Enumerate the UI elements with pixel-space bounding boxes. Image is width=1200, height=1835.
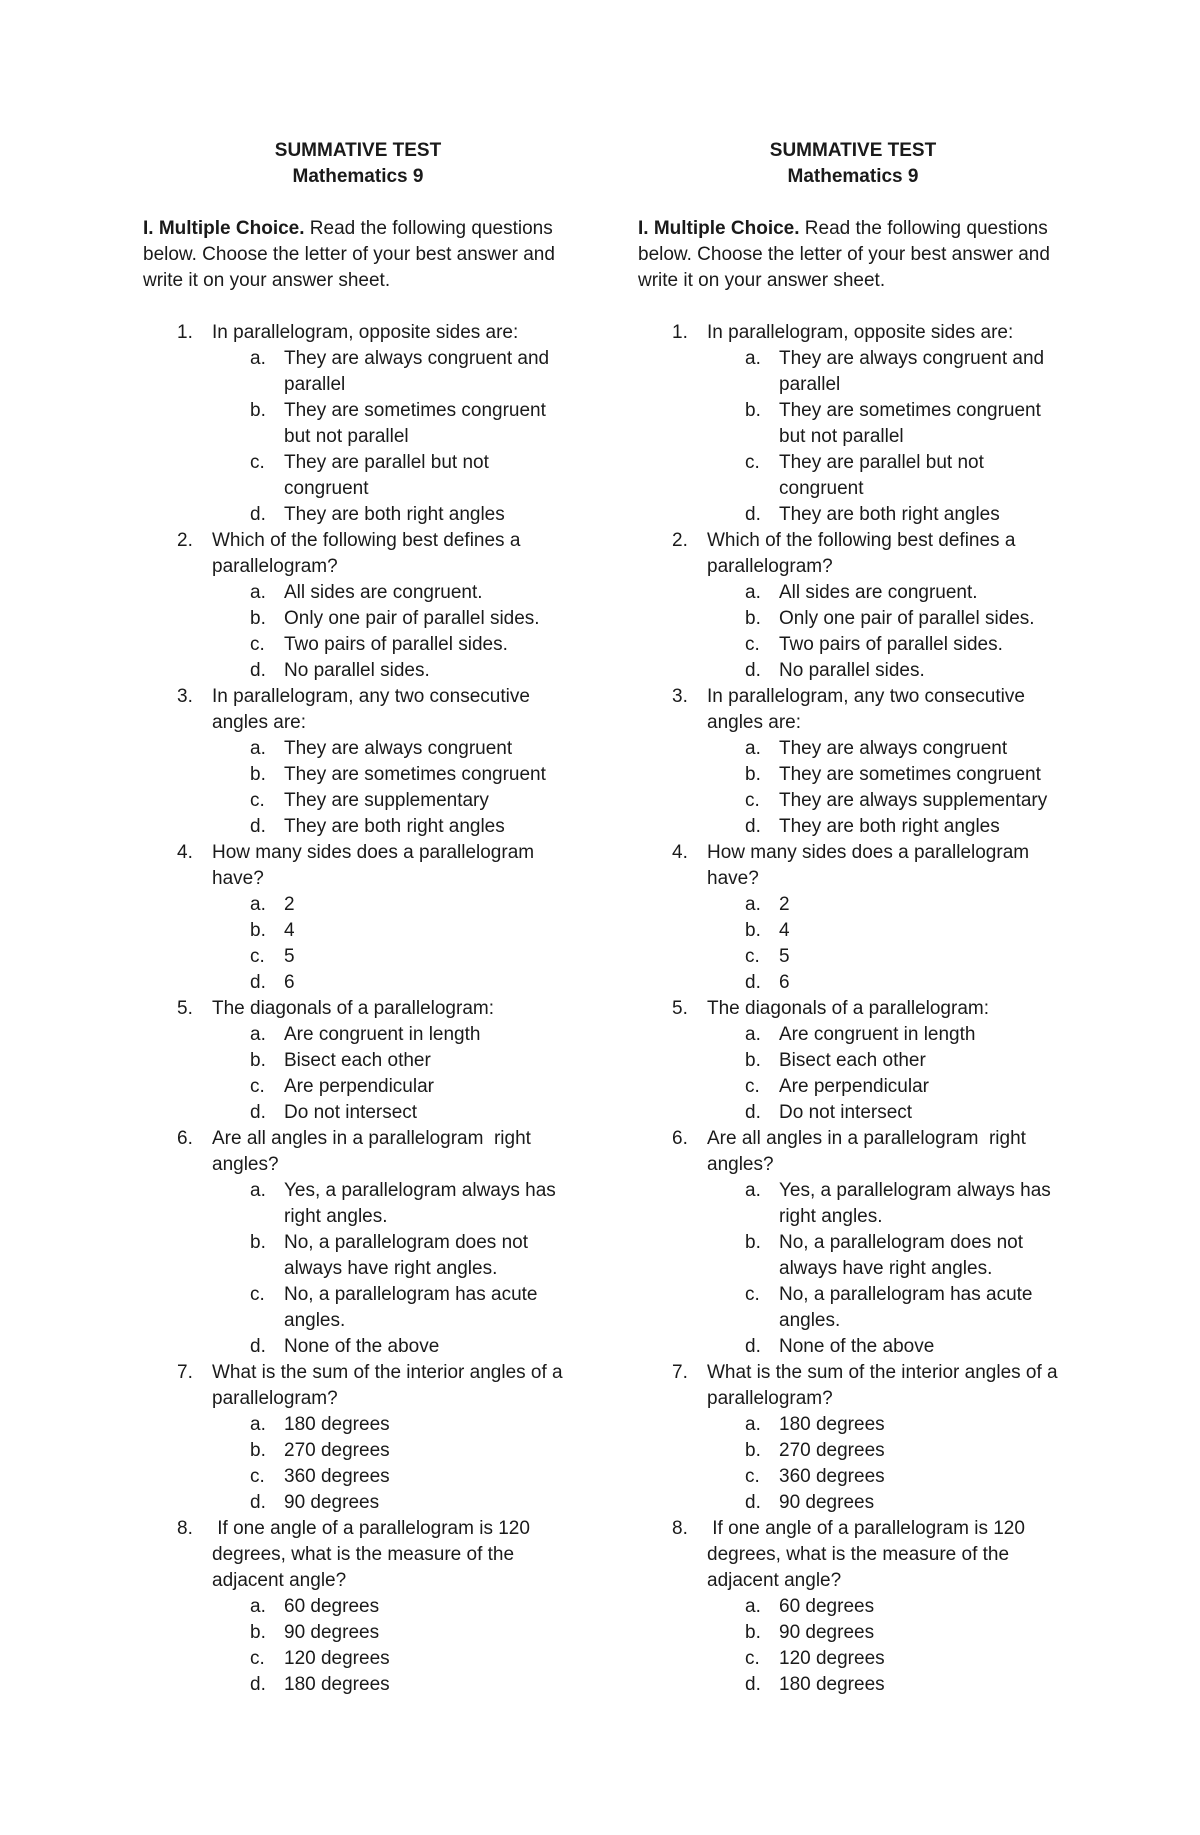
choice-letter: d. [745, 504, 761, 525]
choice-option [212, 944, 573, 970]
question-number: 7. [672, 1362, 688, 1383]
choice-text: They are both right angles [779, 816, 1000, 837]
choice-text: They are always congruent [284, 738, 513, 759]
choice-letter: d. [250, 1674, 266, 1695]
choice-letter: d. [250, 504, 266, 525]
choice-list [212, 1594, 573, 1698]
question-text: Which of the following best defines a parallelogram? [707, 530, 1021, 577]
question-8 [638, 1516, 1068, 1698]
question-text: In parallelogram, any two consecutive angles are: [707, 686, 1031, 733]
question-1 [638, 320, 1068, 528]
question-number: 4. [177, 842, 193, 863]
question-number: 4. [672, 842, 688, 863]
choice-option [707, 398, 1068, 450]
choice-text: None of the above [284, 1336, 440, 1357]
choice-text: Are congruent in length [779, 1024, 976, 1045]
choice-letter: a. [250, 582, 266, 603]
choice-text: No, a parallelogram does not always have right angles. [284, 1232, 528, 1279]
choice-letter: c. [250, 1648, 265, 1669]
choice-letter: a. [745, 582, 761, 603]
question-text: Are all angles in a parallelogram right angles? [212, 1128, 537, 1175]
choice-option [707, 762, 1068, 788]
choice-list [707, 1412, 1068, 1516]
instructions-heading: I. Multiple Choice. [638, 218, 800, 239]
question-text: In parallelogram, opposite sides are: [707, 322, 1014, 343]
choice-option [707, 658, 1068, 684]
choice-text: Are congruent in length [284, 1024, 481, 1045]
choice-option [707, 970, 1068, 996]
question-2 [143, 528, 573, 684]
question-number: 8. [672, 1518, 688, 1539]
choice-letter: d. [745, 1674, 761, 1695]
test-column-right [638, 138, 1068, 1698]
choice-option [212, 1048, 573, 1074]
choice-text: 90 degrees [779, 1492, 875, 1513]
question-4 [638, 840, 1068, 996]
choice-letter: d. [745, 816, 761, 837]
question-text: What is the sum of the interior angles of a parallelogram? [707, 1362, 1063, 1409]
choice-text: Do not intersect [779, 1102, 913, 1123]
question-text: Are all angles in a parallelogram right angles? [707, 1128, 1032, 1175]
choice-letter: d. [250, 1492, 266, 1513]
choice-text: No, a parallelogram has acute angles. [284, 1284, 538, 1331]
question-number: 2. [177, 530, 193, 551]
choice-letter: c. [250, 946, 265, 967]
choice-letter: d. [250, 660, 266, 681]
choice-letter: b. [745, 764, 761, 785]
question-number: 1. [177, 322, 193, 343]
choice-option [212, 398, 573, 450]
choice-letter: d. [745, 1336, 761, 1357]
choice-text: 120 degrees [779, 1648, 885, 1669]
choice-text: 180 degrees [779, 1414, 885, 1435]
choice-text: They are sometimes congruent but not parallel [779, 400, 1041, 447]
choice-list [707, 1022, 1068, 1126]
question-text: The diagonals of a parallelogram: [707, 998, 990, 1019]
choice-letter: b. [250, 1232, 266, 1253]
choice-text: Are perpendicular [284, 1076, 434, 1097]
choice-option [212, 632, 573, 658]
question-6 [143, 1126, 573, 1360]
choice-letter: d. [250, 972, 266, 993]
choice-option [212, 1074, 573, 1100]
choice-letter: c. [250, 452, 265, 473]
choice-letter: c. [745, 1076, 760, 1097]
choice-letter: b. [250, 920, 266, 941]
choice-letter: b. [745, 1232, 761, 1253]
choice-option [707, 632, 1068, 658]
choice-list [212, 1022, 573, 1126]
choice-text: 270 degrees [779, 1440, 885, 1461]
choice-option [707, 1282, 1068, 1334]
choice-text: 4 [284, 920, 295, 941]
choice-option [212, 814, 573, 840]
choice-letter: d. [250, 1336, 266, 1357]
choice-option [212, 346, 573, 398]
question-7 [638, 1360, 1068, 1516]
choice-option [707, 580, 1068, 606]
choice-text: 60 degrees [284, 1596, 380, 1617]
choice-option [707, 1646, 1068, 1672]
question-7 [143, 1360, 573, 1516]
choice-text: 60 degrees [779, 1596, 875, 1617]
choice-option [212, 658, 573, 684]
choice-letter: b. [745, 1440, 761, 1461]
choice-text: Do not intersect [284, 1102, 418, 1123]
choice-option [707, 606, 1068, 632]
choice-letter: a. [745, 894, 761, 915]
question-3 [143, 684, 573, 840]
choice-list [212, 1412, 573, 1516]
choice-letter: b. [250, 400, 266, 421]
choice-letter: b. [250, 1050, 266, 1071]
question-number: 8. [177, 1518, 193, 1539]
instructions [143, 216, 573, 294]
choice-option [212, 1412, 573, 1438]
choice-list [707, 892, 1068, 996]
choice-list [707, 346, 1068, 528]
test-column-left [143, 138, 573, 1698]
choice-option [212, 762, 573, 788]
choice-text: No parallel sides. [779, 660, 925, 681]
choice-letter: a. [250, 738, 266, 759]
question-text: If one angle of a parallelogram is 120 degrees, what is the measure of the adjacent angle? [707, 1518, 1031, 1591]
instructions-text: Read the following questions below. Choose the letter of your best answer and write it on your answer sheet. [143, 218, 555, 291]
question-5 [143, 996, 573, 1126]
choice-text: They are sometimes congruent but not parallel [284, 400, 546, 447]
question-5 [638, 996, 1068, 1126]
choice-text: 90 degrees [284, 1492, 380, 1513]
choice-letter: c. [250, 790, 265, 811]
choice-text: Are perpendicular [779, 1076, 929, 1097]
choice-text: Two pairs of parallel sides. [779, 634, 1003, 655]
question-number: 1. [672, 322, 688, 343]
choice-text: 2 [779, 894, 790, 915]
choice-option [707, 1464, 1068, 1490]
choice-letter: a. [250, 1414, 266, 1435]
choice-option [707, 918, 1068, 944]
choice-option [707, 450, 1068, 502]
choice-option [212, 1646, 573, 1672]
choice-text: 180 degrees [284, 1674, 390, 1695]
choice-letter: b. [250, 764, 266, 785]
choice-option [707, 1230, 1068, 1282]
question-number: 6. [177, 1128, 193, 1149]
choice-text: Yes, a parallelogram always has right angles. [284, 1180, 556, 1227]
question-number: 2. [672, 530, 688, 551]
choice-option [707, 346, 1068, 398]
question-list [638, 320, 1068, 1698]
question-number: 5. [672, 998, 688, 1019]
choice-list [212, 892, 573, 996]
choice-letter: b. [745, 920, 761, 941]
question-text: In parallelogram, opposite sides are: [212, 322, 519, 343]
choice-text: They are always congruent and parallel [284, 348, 550, 395]
choice-letter: a. [250, 348, 266, 369]
choice-option [212, 1230, 573, 1282]
choice-option [212, 892, 573, 918]
choice-option [212, 788, 573, 814]
choice-text: 5 [284, 946, 295, 967]
question-3 [638, 684, 1068, 840]
choice-letter: a. [250, 894, 266, 915]
choice-letter: b. [745, 608, 761, 629]
test-title: SUMMATIVE TEST [274, 140, 442, 161]
choice-option [212, 736, 573, 762]
choice-option [707, 1412, 1068, 1438]
choice-letter: c. [250, 634, 265, 655]
question-4 [143, 840, 573, 996]
choice-option [212, 1178, 573, 1230]
choice-text: All sides are congruent. [779, 582, 978, 603]
choice-option [212, 606, 573, 632]
choice-letter: a. [745, 1024, 761, 1045]
choice-letter: c. [745, 1284, 760, 1305]
choice-letter: d. [745, 660, 761, 681]
choice-text: They are always congruent and parallel [779, 348, 1045, 395]
choice-text: 90 degrees [284, 1622, 380, 1643]
choice-text: Bisect each other [779, 1050, 926, 1071]
choice-letter: b. [250, 608, 266, 629]
choice-text: 360 degrees [284, 1466, 390, 1487]
choice-letter: b. [745, 1050, 761, 1071]
question-number: 5. [177, 998, 193, 1019]
choice-text: Yes, a parallelogram always has right angles. [779, 1180, 1051, 1227]
choice-option [707, 1074, 1068, 1100]
choice-text: 120 degrees [284, 1648, 390, 1669]
choice-option [707, 502, 1068, 528]
question-text: Which of the following best defines a parallelogram? [212, 530, 526, 577]
choice-letter: a. [745, 348, 761, 369]
choice-option [212, 970, 573, 996]
choice-option [212, 1282, 573, 1334]
choice-option [212, 1672, 573, 1698]
test-subtitle: Mathematics 9 [292, 166, 424, 187]
choice-option [707, 892, 1068, 918]
choice-list [212, 736, 573, 840]
choice-option [707, 1334, 1068, 1360]
choice-option [707, 1490, 1068, 1516]
choice-text: No, a parallelogram does not always have right angles. [779, 1232, 1023, 1279]
choice-text: No, a parallelogram has acute angles. [779, 1284, 1033, 1331]
choice-text: They are parallel but not congruent [284, 452, 489, 499]
choice-text: 5 [779, 946, 790, 967]
choice-letter: d. [745, 1492, 761, 1513]
choice-option [707, 1100, 1068, 1126]
test-subtitle: Mathematics 9 [787, 166, 919, 187]
choice-option [707, 1438, 1068, 1464]
choice-list [212, 346, 573, 528]
question-text: If one angle of a parallelogram is 120 degrees, what is the measure of the adjacent angle? [212, 1518, 536, 1591]
choice-list [707, 1178, 1068, 1360]
choice-letter: d. [250, 816, 266, 837]
choice-text: 360 degrees [779, 1466, 885, 1487]
choice-letter: c. [745, 1466, 760, 1487]
choice-text: Two pairs of parallel sides. [284, 634, 508, 655]
choice-option [212, 1334, 573, 1360]
choice-option [707, 1594, 1068, 1620]
choice-letter: c. [250, 1284, 265, 1305]
choice-option [707, 944, 1068, 970]
choice-option [212, 450, 573, 502]
choice-letter: a. [745, 1414, 761, 1435]
choice-letter: d. [745, 1102, 761, 1123]
choice-text: They are always congruent [779, 738, 1008, 759]
choice-letter: a. [250, 1024, 266, 1045]
choice-text: 180 degrees [779, 1674, 885, 1695]
choice-option [707, 814, 1068, 840]
choice-option [707, 1178, 1068, 1230]
choice-option [707, 1620, 1068, 1646]
choice-option [707, 1048, 1068, 1074]
choice-option [212, 1594, 573, 1620]
choice-letter: a. [745, 1596, 761, 1617]
question-text: In parallelogram, any two consecutive angles are: [212, 686, 536, 733]
choice-letter: b. [250, 1622, 266, 1643]
choice-letter: d. [745, 972, 761, 993]
test-title: SUMMATIVE TEST [769, 140, 937, 161]
choice-option [212, 1464, 573, 1490]
question-text: The diagonals of a parallelogram: [212, 998, 495, 1019]
choice-text: 6 [284, 972, 295, 993]
choice-letter: c. [745, 790, 760, 811]
choice-letter: c. [745, 946, 760, 967]
choice-option [707, 736, 1068, 762]
choice-letter: a. [250, 1180, 266, 1201]
choice-list [707, 736, 1068, 840]
question-number: 3. [177, 686, 193, 707]
choice-letter: a. [745, 738, 761, 759]
question-6 [638, 1126, 1068, 1360]
choice-list [707, 580, 1068, 684]
choice-text: 90 degrees [779, 1622, 875, 1643]
choice-letter: a. [745, 1180, 761, 1201]
question-text: How many sides does a parallelogram have? [707, 842, 1035, 889]
choice-text: They are sometimes congruent [779, 764, 1041, 785]
choice-option [707, 1022, 1068, 1048]
choice-text: Only one pair of parallel sides. [284, 608, 540, 629]
question-number: 6. [672, 1128, 688, 1149]
choice-option [212, 1100, 573, 1126]
question-2 [638, 528, 1068, 684]
choice-text: They are sometimes congruent [284, 764, 546, 785]
choice-option [212, 1022, 573, 1048]
choice-text: They are parallel but not congruent [779, 452, 984, 499]
choice-letter: c. [745, 452, 760, 473]
choice-text: Only one pair of parallel sides. [779, 608, 1035, 629]
question-8 [143, 1516, 573, 1698]
choice-text: 180 degrees [284, 1414, 390, 1435]
choice-list [707, 1594, 1068, 1698]
choice-text: They are supplementary [284, 790, 489, 811]
question-list [143, 320, 573, 1698]
choice-option [707, 788, 1068, 814]
choice-text: They are both right angles [779, 504, 1000, 525]
choice-letter: b. [745, 400, 761, 421]
choice-letter: b. [745, 1622, 761, 1643]
choice-text: All sides are congruent. [284, 582, 483, 603]
choice-option [707, 1672, 1068, 1698]
choice-option [212, 1438, 573, 1464]
choice-letter: b. [250, 1440, 266, 1461]
instructions-heading: I. Multiple Choice. [143, 218, 305, 239]
choice-letter: a. [250, 1596, 266, 1617]
choice-option [212, 918, 573, 944]
choice-option [212, 580, 573, 606]
choice-letter: c. [745, 1648, 760, 1669]
choice-text: No parallel sides. [284, 660, 430, 681]
question-text: What is the sum of the interior angles of a parallelogram? [212, 1362, 568, 1409]
choice-option [212, 1490, 573, 1516]
question-1 [143, 320, 573, 528]
instructions [638, 216, 1068, 294]
choice-option [212, 502, 573, 528]
choice-text: They are both right angles [284, 816, 505, 837]
choice-text: None of the above [779, 1336, 935, 1357]
choice-list [212, 1178, 573, 1360]
question-number: 7. [177, 1362, 193, 1383]
choice-letter: c. [250, 1076, 265, 1097]
question-text: How many sides does a parallelogram have? [212, 842, 540, 889]
choice-text: 2 [284, 894, 295, 915]
question-number: 3. [672, 686, 688, 707]
choice-letter: d. [250, 1102, 266, 1123]
choice-text: They are always supplementary [779, 790, 1048, 811]
choice-list [212, 580, 573, 684]
choice-option [212, 1620, 573, 1646]
choice-letter: c. [745, 634, 760, 655]
choice-text: They are both right angles [284, 504, 505, 525]
instructions-text: Read the following questions below. Choose the letter of your best answer and write it on your answer sheet. [638, 218, 1050, 291]
choice-text: 4 [779, 920, 790, 941]
choice-text: Bisect each other [284, 1050, 431, 1071]
choice-letter: c. [250, 1466, 265, 1487]
choice-text: 6 [779, 972, 790, 993]
choice-text: 270 degrees [284, 1440, 390, 1461]
